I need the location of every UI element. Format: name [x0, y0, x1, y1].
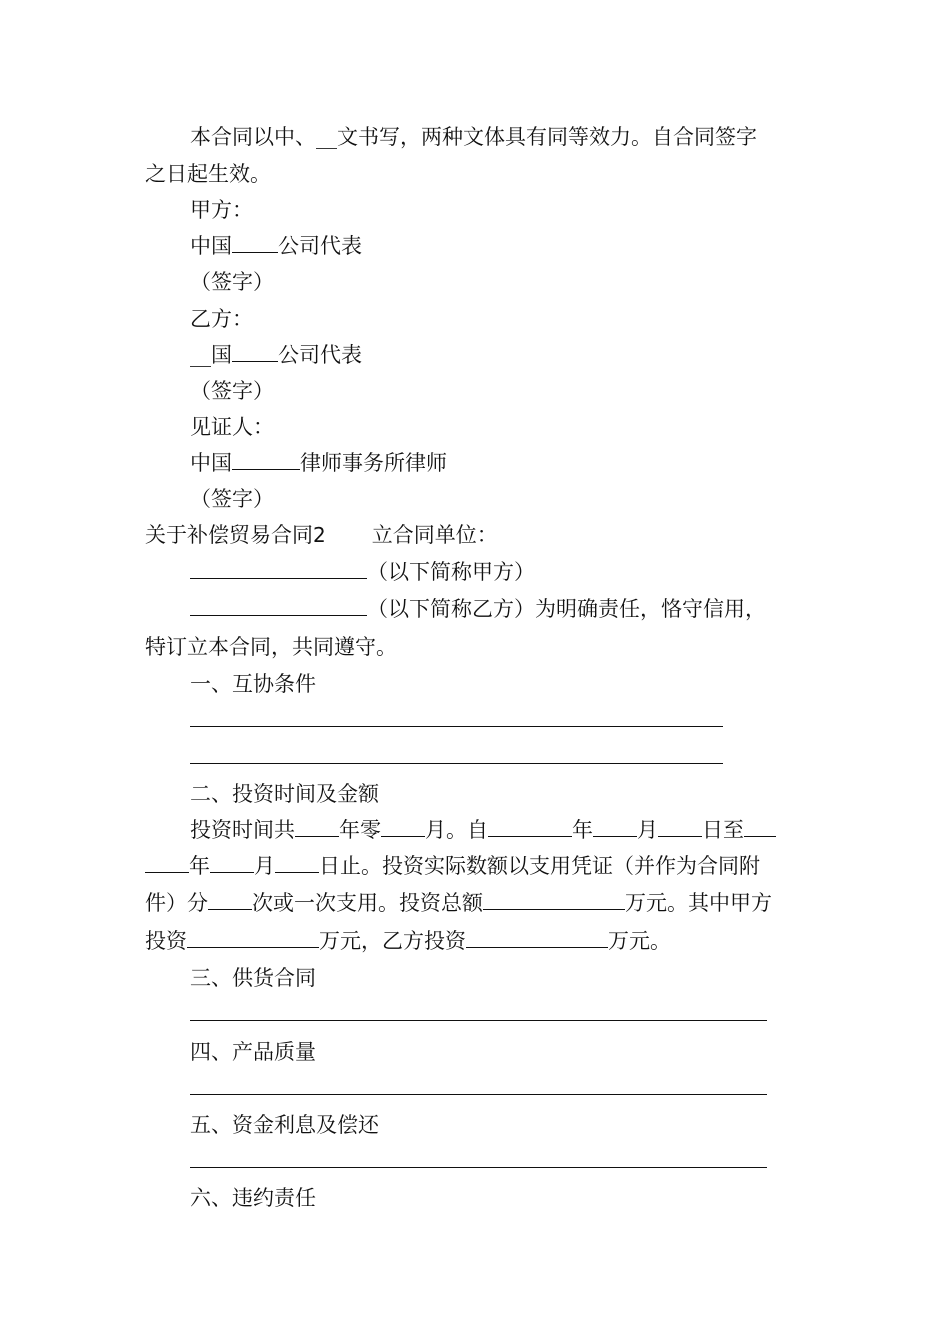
blank-field[interactable]	[275, 851, 319, 873]
blank-field[interactable]	[295, 815, 339, 837]
section-heading: 四、产品质量	[190, 1040, 316, 1064]
party-a-label: 甲方：	[190, 198, 253, 222]
blank-field[interactable]	[187, 926, 319, 948]
intro-continuation: 特订立本合同，共同遵守。	[145, 635, 397, 659]
blank-field[interactable]	[744, 815, 776, 837]
blank-field[interactable]	[658, 815, 702, 837]
blank-fill-line[interactable]	[190, 726, 723, 727]
section-heading: 三、供货合同	[190, 966, 316, 990]
blank-field[interactable]	[145, 851, 189, 873]
blank-field[interactable]	[466, 926, 608, 948]
blank-fill-line[interactable]	[190, 1094, 767, 1095]
effect-clause-line2: 之日起生效。	[145, 162, 271, 186]
contract-title-line	[145, 520, 498, 550]
party-a-representative: 中国 公司代表	[190, 231, 362, 261]
blank-field[interactable]	[488, 815, 572, 837]
witness-lawyer: 中国 律师事务所律师	[190, 448, 447, 478]
party-b-representative: __国 公司代表	[190, 340, 362, 370]
signature-label: （签字）	[190, 379, 274, 403]
party-b-label: 乙方：	[190, 307, 253, 331]
blank-field[interactable]	[483, 888, 625, 910]
party-a-line: （以下简称甲方）	[190, 557, 535, 587]
investment-time-line2: 年 月 日止。投资实际数额以支用凭证（并作为合同附	[145, 851, 760, 881]
section-heading: 二、投资时间及金额	[190, 782, 379, 806]
parties-label: 立合同单位：	[371, 523, 498, 547]
signature-label: （签字）	[190, 487, 274, 511]
section-heading: 六、违约责任	[190, 1186, 316, 1210]
party-b-name-field[interactable]	[190, 594, 367, 616]
blank-field[interactable]	[381, 815, 425, 837]
party-a-name-field[interactable]	[190, 557, 367, 579]
blank-field[interactable]	[232, 231, 278, 253]
blank-fill-line[interactable]	[190, 1167, 767, 1168]
blank-field[interactable]	[232, 448, 300, 470]
contract-number: 2	[313, 523, 326, 547]
contract-title: 关于补偿贸易合同	[145, 523, 313, 547]
witness-label: 见证人：	[190, 415, 274, 439]
party-b-line: （以下简称乙方）为明确责任，恪守信用，	[190, 594, 766, 624]
blank-fill-line[interactable]	[190, 1020, 767, 1021]
blank-fill-line[interactable]	[190, 763, 723, 764]
section-heading: 五、资金利息及偿还	[190, 1113, 379, 1137]
investment-time-line3: 件）分 次或一次支用。投资总额 万元。其中甲方	[145, 888, 772, 918]
investment-time-line1: 投资时间共 年零 月。自 年 月 日至	[190, 815, 776, 845]
effect-clause-line1: 本合同以中、__文书写，两种文体具有同等效力。自合同签字	[190, 125, 757, 149]
blank-field[interactable]	[232, 340, 278, 362]
blank-field[interactable]	[208, 888, 252, 910]
signature-label: （签字）	[190, 270, 274, 294]
investment-time-line4: 投资 万元，乙方投资 万元。	[145, 926, 671, 956]
blank-field[interactable]	[210, 851, 254, 873]
section-heading: 一、互协条件	[190, 672, 316, 696]
blank-field[interactable]	[593, 815, 637, 837]
